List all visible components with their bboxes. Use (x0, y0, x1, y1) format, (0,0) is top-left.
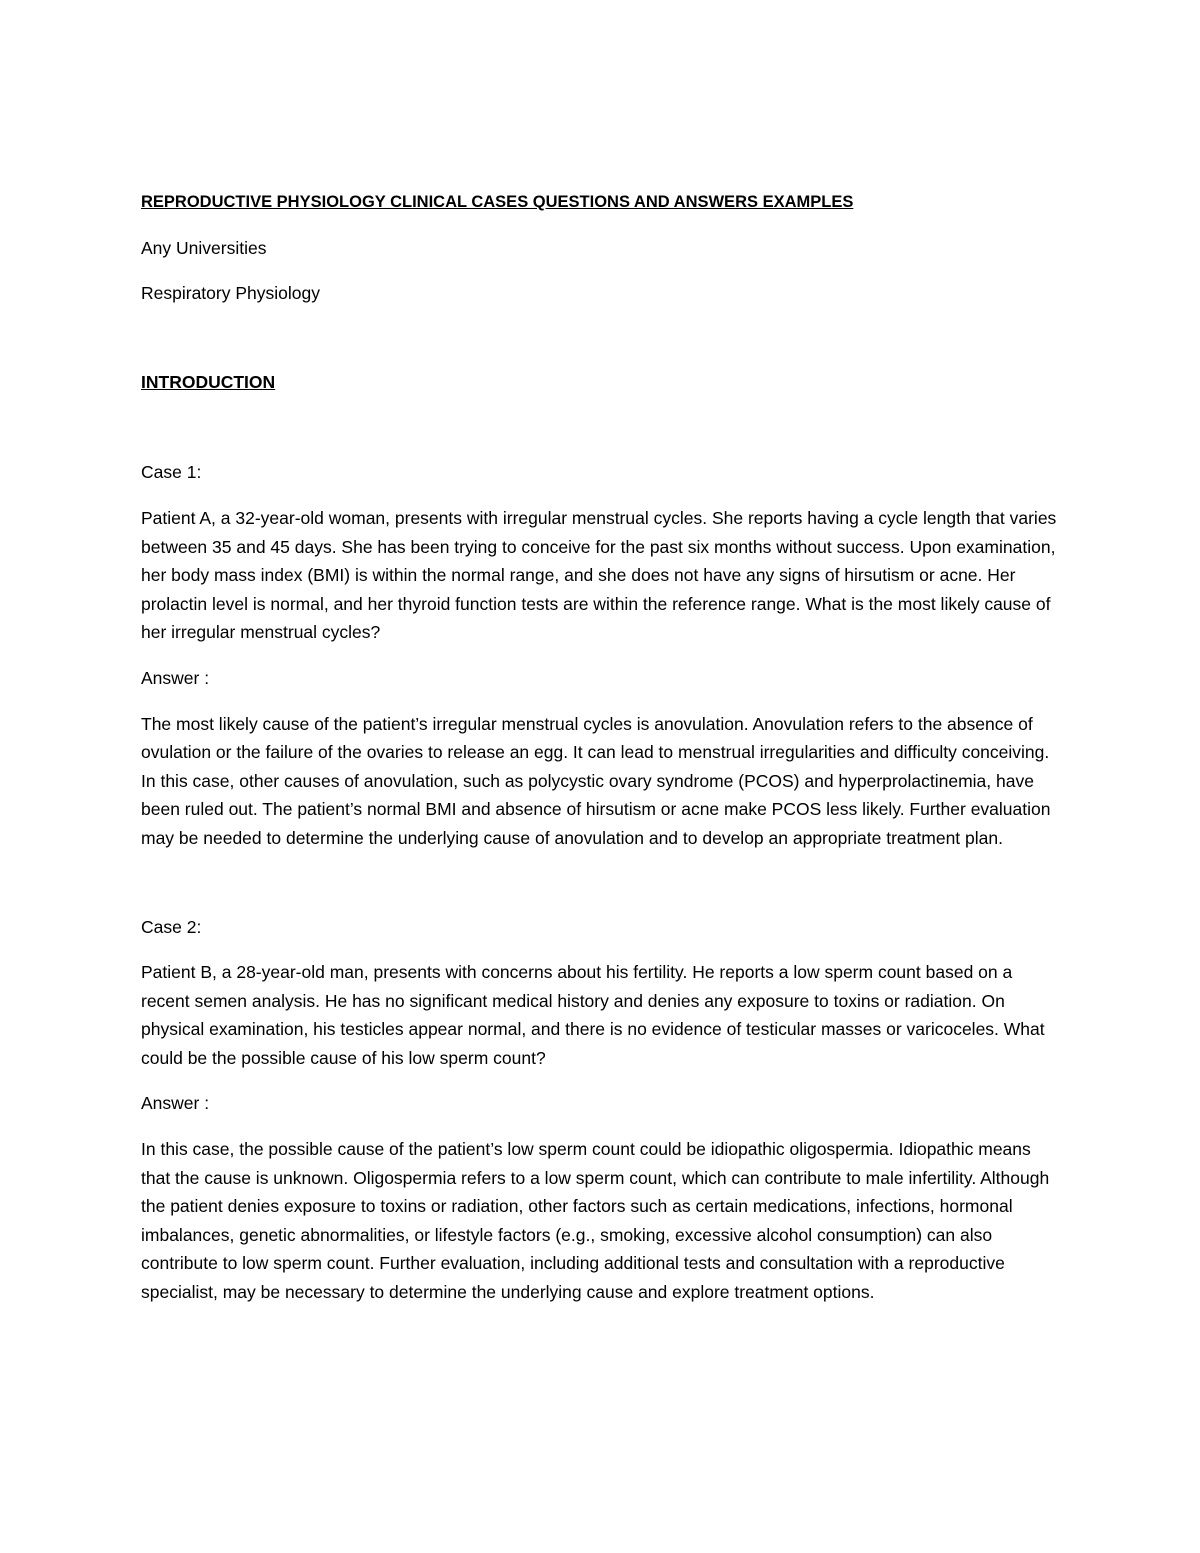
document-body (141, 188, 1059, 1324)
case-question: Patient A, a 32-year-old woman, presents with irregular menstrual cycles. She reports having a cycle length that varies between 35 and 45 days. She has been trying to conceive for the past six months without success. Upon examination, her body mass index (BMI) is within the normal range, and she does not have any signs of hirsutism or acne. Her prolactin level is normal, and her thyroid function tests are within the reference range. What is the most likely cause of her irregular menstrual cycles? (141, 507, 1057, 643)
case-question: Patient B, a 28-year-old man, presents with concerns about his fertility. He reports a low sperm count based on a recent semen analysis. He has no significant medical history and denies any exposure to toxins or radiation. On physical examination, his testicles appear normal, and there is no evidence of testicular masses or varicoceles. What could be the possible cause of his low sperm count? (141, 962, 1045, 1068)
course-line: Respiratory Physiology (141, 283, 320, 304)
case-2 (141, 913, 1059, 1307)
case-answer: In this case, the possible cause of the patient’s low sperm count could be idiopathic oligospermia. Idiopathic means that the cause is unknown. Oligospermia refers to a low sperm count, which can contribute to male infertility. Although the patient denies exposure to toxins or radiation, other factors such as certain medications, infections, hormonal imbalances, genetic abnormalities, or lifestyle factors (e.g., smoking, excessive alcohol consumption) can also contribute to low sperm count. Further evaluation, including additional tests and consultation with a reproductive specialist, may be necessary to determine the underlying cause and explore treatment options. (141, 1139, 1050, 1303)
case-heading: Case 1: (141, 462, 202, 483)
case-heading: Case 2: (141, 916, 202, 937)
answer-label: Answer : (141, 1093, 210, 1114)
introduction-heading: INTRODUCTION (141, 371, 276, 392)
answer-label: Answer : (141, 667, 210, 688)
case-answer: The most likely cause of the patient’s irregular menstrual cycles is anovulation. Anovulation refers to the absence of ovulation or the failure of the ovaries to release an egg. It can lead to menstrual irregularities and difficulty conceiving. In this case, other causes of anovulation, such as polycystic ovary syndrome (PCOS) and hyperprolactinemia, have been ruled out. The patient’s normal BMI and absence of hirsutism or acne make PCOS less likely. Further evaluation may be needed to determine the underlying cause of anovulation and to develop an appropriate treatment plan. (141, 713, 1051, 848)
institution-line: Any Universities (141, 237, 267, 258)
document-title: REPRODUCTIVE PHYSIOLOGY CLINICAL CASES QUESTIONS AND ANSWERS EXAMPLES (141, 193, 854, 211)
case-1 (141, 458, 1059, 852)
